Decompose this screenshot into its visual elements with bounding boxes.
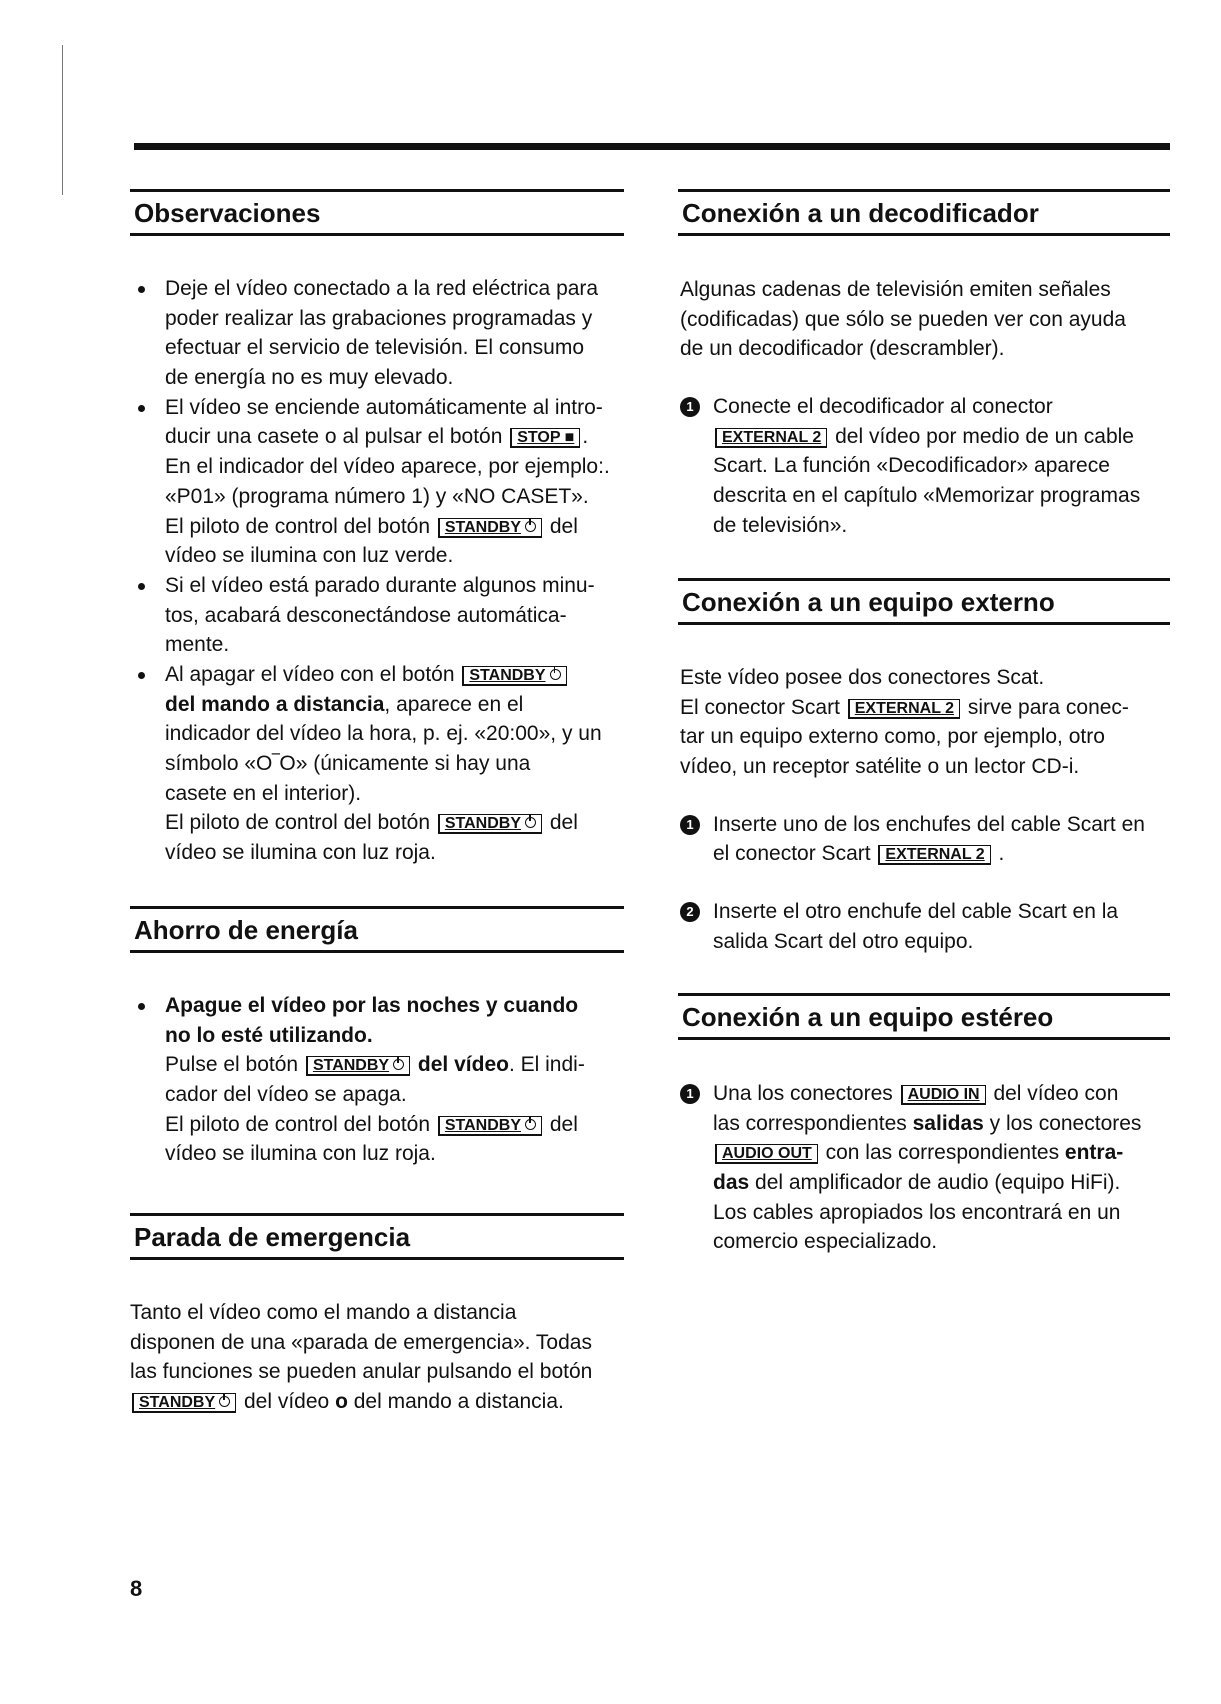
text: . — [992, 842, 1005, 866]
section-heading-observaciones — [130, 189, 624, 236]
heading-text: Ahorro de energía — [134, 915, 358, 945]
text-line — [132, 660, 632, 690]
text-line — [680, 693, 1180, 723]
page-number: 8 — [130, 1576, 143, 1601]
text: de televisión». — [713, 513, 848, 537]
text: mente. — [165, 633, 230, 657]
text-line — [132, 304, 632, 334]
paragraph — [680, 275, 1180, 364]
step-number-icon: 1 — [680, 815, 700, 835]
section-body-parada — [130, 1298, 630, 1417]
text-line — [132, 541, 632, 571]
text: el conector Scart — [713, 842, 877, 866]
key-text: STANDBY — [469, 666, 546, 684]
text-line — [132, 1139, 632, 1169]
text: (codificadas) que sólo se pueden ver con ayuda — [680, 307, 1126, 331]
text-line — [132, 1110, 632, 1140]
key-text: EXTERNAL 2 — [854, 699, 955, 717]
text-line — [132, 749, 632, 779]
text: vídeo se ilumina con luz roja. — [165, 1142, 436, 1166]
text: tos, acabará desconectándose automática- — [165, 603, 567, 627]
text-line — [132, 991, 632, 1021]
text-line — [680, 1138, 1180, 1168]
button-label-key — [306, 1056, 410, 1076]
button-label-key — [462, 666, 566, 686]
text-line — [680, 927, 1180, 957]
section-body-decodificador — [680, 275, 1180, 541]
text: El piloto de control del botón — [165, 514, 436, 538]
text-line — [132, 1021, 632, 1051]
button-label-key — [715, 1144, 818, 1164]
power-icon — [525, 817, 536, 828]
text: comercio especializado. — [713, 1230, 938, 1254]
text: casete en el interior). — [165, 781, 362, 805]
key-text: STOP ■ — [517, 429, 575, 447]
text: Los cables apropiados los encontrará en un — [713, 1200, 1121, 1224]
text-line — [130, 1328, 630, 1358]
text-line — [680, 451, 1180, 481]
bold-text: o — [335, 1390, 348, 1414]
text: del vídeo por medio de un cable — [829, 424, 1134, 448]
power-icon — [219, 1396, 230, 1407]
bullet-item — [132, 393, 632, 571]
text-line — [132, 808, 632, 838]
text: Algunas cadenas de televisión emiten señales — [680, 278, 1111, 301]
text-line — [132, 333, 632, 363]
text: . — [582, 425, 589, 449]
key-text: STANDBY — [444, 1116, 522, 1134]
text-line — [680, 1109, 1180, 1139]
text-line — [132, 1080, 632, 1110]
text: Si el vídeo está parado durante algunos minu- — [165, 573, 595, 597]
section-heading-externo — [678, 578, 1170, 625]
text: del mando a distancia. — [347, 1390, 564, 1414]
text: del — [544, 514, 578, 538]
text: Inserte uno de los enchufes del cable Scart en — [713, 812, 1145, 836]
text: . El indi- — [508, 1053, 585, 1077]
text-line — [680, 1198, 1180, 1228]
text-line — [130, 1298, 630, 1328]
text-line — [132, 393, 632, 423]
section-body-observaciones — [132, 274, 632, 868]
text-line — [680, 810, 1180, 840]
text-line — [680, 722, 1180, 752]
text-line — [680, 1227, 1180, 1257]
text: Al apagar el vídeo con el botón — [165, 662, 461, 686]
text: descrita en el capítulo «Memorizar programas — [713, 484, 1141, 508]
button-label-key — [438, 1116, 542, 1136]
heading-text: Parada de emergencia — [134, 1222, 411, 1252]
section-heading-decodificador — [678, 189, 1170, 236]
text-line — [132, 452, 632, 482]
text: con las correspondientes — [819, 1141, 1065, 1165]
button-label-key — [510, 428, 580, 448]
text: disponen de una «parada de emergencia». Todas — [130, 1330, 592, 1354]
scan-artifact-line — [62, 45, 63, 195]
text-line — [132, 601, 632, 631]
text: las funciones se pueden anular pulsando el botón — [130, 1360, 593, 1384]
power-icon — [550, 669, 561, 680]
text: El vídeo se enciende automáticamente al intro- — [165, 395, 603, 419]
text-line — [680, 305, 1180, 335]
text: ducir una casete o al pulsar el botón — [165, 425, 509, 449]
numbered-step — [680, 1079, 1180, 1257]
text-line — [680, 481, 1180, 511]
text: símbolo «O‾O» (únicamente si hay una — [165, 752, 531, 775]
section-heading-parada — [130, 1213, 624, 1260]
text: cador del vídeo se apaga. — [165, 1083, 407, 1107]
text: Scart. La función «Decodificador» aparece — [713, 454, 1110, 478]
text: sirve para conec- — [962, 695, 1129, 719]
key-text: AUDIO OUT — [722, 1145, 812, 1163]
button-label-key — [848, 699, 960, 719]
text: El conector Scart — [680, 695, 846, 719]
step-number-icon: 1 — [680, 397, 700, 417]
text-line — [132, 512, 632, 542]
text-line — [680, 897, 1180, 927]
button-label-key — [132, 1393, 236, 1413]
bold-text: del mando a distancia — [165, 692, 385, 716]
text: El piloto de control del botón — [165, 811, 436, 835]
text-line — [680, 752, 1180, 782]
text: Pulse el botón — [165, 1053, 304, 1077]
text: de energía no es muy elevado. — [165, 366, 454, 390]
numbered-step — [680, 392, 1180, 540]
text: En el indicador del vídeo aparece, por ejemplo:. — [165, 455, 610, 479]
bold-text: entra- — [1064, 1141, 1124, 1165]
text-line — [130, 1357, 630, 1387]
heading-text: Conexión a un equipo externo — [682, 587, 1055, 617]
numbered-step — [680, 897, 1180, 956]
button-label-key — [901, 1085, 986, 1105]
text-line — [132, 690, 632, 720]
text-line — [132, 422, 632, 452]
bullet-item — [132, 571, 632, 660]
key-text: STANDBY — [444, 815, 522, 833]
text: vídeo se ilumina con luz verde. — [165, 544, 454, 568]
heading-text: Conexión a un decodificador — [682, 198, 1039, 228]
key-text: AUDIO IN — [907, 1086, 980, 1103]
text: vídeo, un receptor satélite o un lector CD-i. — [680, 755, 1080, 779]
button-label-key — [878, 845, 990, 865]
text: del amplificador de audio (equipo HiFi). — [749, 1171, 1121, 1195]
text-line — [132, 838, 632, 868]
numbered-step — [680, 810, 1180, 869]
text-line — [680, 663, 1180, 693]
bold-text: Apague el vídeo por las noches y cuando — [165, 994, 579, 1017]
text-line — [680, 275, 1180, 305]
text-line — [132, 719, 632, 749]
step-number-icon: 2 — [680, 902, 700, 922]
text-line — [680, 1079, 1180, 1109]
text: del — [544, 1112, 578, 1136]
bullet-item — [132, 991, 632, 1169]
text: y los conectores — [983, 1111, 1142, 1135]
section-heading-ahorro — [130, 906, 624, 953]
text: Inserte el otro enchufe del cable Scart en la — [713, 900, 1119, 924]
text: tar un equipo externo como, por ejemplo, otro — [680, 725, 1105, 749]
heading-text: Observaciones — [134, 198, 321, 228]
section-heading-estereo — [678, 993, 1170, 1040]
text: vídeo se ilumina con luz roja. — [165, 841, 436, 865]
text-line — [680, 334, 1180, 364]
heading-text: Conexión a un equipo estéreo — [682, 1002, 1054, 1032]
section-body-externo — [680, 663, 1180, 957]
text-line — [680, 1168, 1180, 1198]
text: indicador del vídeo la hora, p. ej. «20:00», y un — [165, 722, 602, 746]
text: «P01» (programa número 1) y «NO CASET». — [165, 484, 589, 508]
bold-text: no lo esté utilizando. — [165, 1023, 373, 1047]
text: Deje el vídeo conectado a la red eléctrica para — [165, 277, 599, 300]
text-line — [132, 1050, 632, 1080]
bold-text: salidas — [912, 1111, 984, 1135]
key-text: EXTERNAL 2 — [722, 428, 822, 446]
bullet-item — [132, 274, 632, 393]
bold-text: das — [713, 1171, 750, 1195]
text: del vídeo con — [987, 1082, 1119, 1105]
text: salida Scart del otro equipo. — [713, 929, 974, 953]
text: las correspondientes — [713, 1111, 913, 1135]
power-icon — [525, 521, 536, 532]
text-line — [132, 630, 632, 660]
power-icon — [525, 1119, 536, 1130]
text-line — [132, 363, 632, 393]
button-label-key — [438, 814, 542, 834]
page-top-rule — [134, 143, 1170, 150]
section-body-estereo — [680, 1079, 1180, 1257]
text: de un decodificador (descrambler). — [680, 337, 1005, 361]
text-line — [132, 482, 632, 512]
step-number-icon: 1 — [680, 1084, 700, 1104]
key-text: STANDBY — [444, 518, 522, 536]
paragraph — [680, 663, 1180, 782]
text-line — [132, 274, 632, 304]
button-label-key — [438, 518, 542, 538]
text: Tanto el vídeo como el mando a distancia — [130, 1301, 517, 1324]
power-icon — [393, 1059, 404, 1070]
key-text: EXTERNAL 2 — [885, 846, 985, 864]
bold-text: del vídeo — [412, 1053, 509, 1077]
text: , aparece en el — [384, 692, 524, 716]
text: del vídeo — [238, 1390, 336, 1414]
text-line — [680, 422, 1180, 452]
text-line — [130, 1387, 630, 1417]
key-text: STANDBY — [139, 1394, 216, 1412]
text-line — [680, 511, 1180, 541]
text: Este vídeo posee dos conectores Scat. — [680, 666, 1045, 689]
text: Una los conectores — [713, 1082, 899, 1105]
paragraph — [130, 1298, 630, 1417]
text-line — [680, 839, 1180, 869]
text-line — [132, 779, 632, 809]
text: Conecte el decodificador al conector — [713, 395, 1053, 419]
text: efectuar el servicio de televisión. El consumo — [165, 336, 585, 360]
text: El piloto de control del botón — [165, 1112, 436, 1136]
text: poder realizar las grabaciones programadas y — [165, 306, 593, 330]
text-line — [680, 392, 1180, 422]
key-text: STANDBY — [312, 1057, 390, 1075]
section-body-ahorro — [132, 991, 632, 1169]
text: del — [544, 811, 578, 835]
text-line — [132, 571, 632, 601]
button-label-key — [715, 428, 827, 448]
bullet-item — [132, 660, 632, 868]
